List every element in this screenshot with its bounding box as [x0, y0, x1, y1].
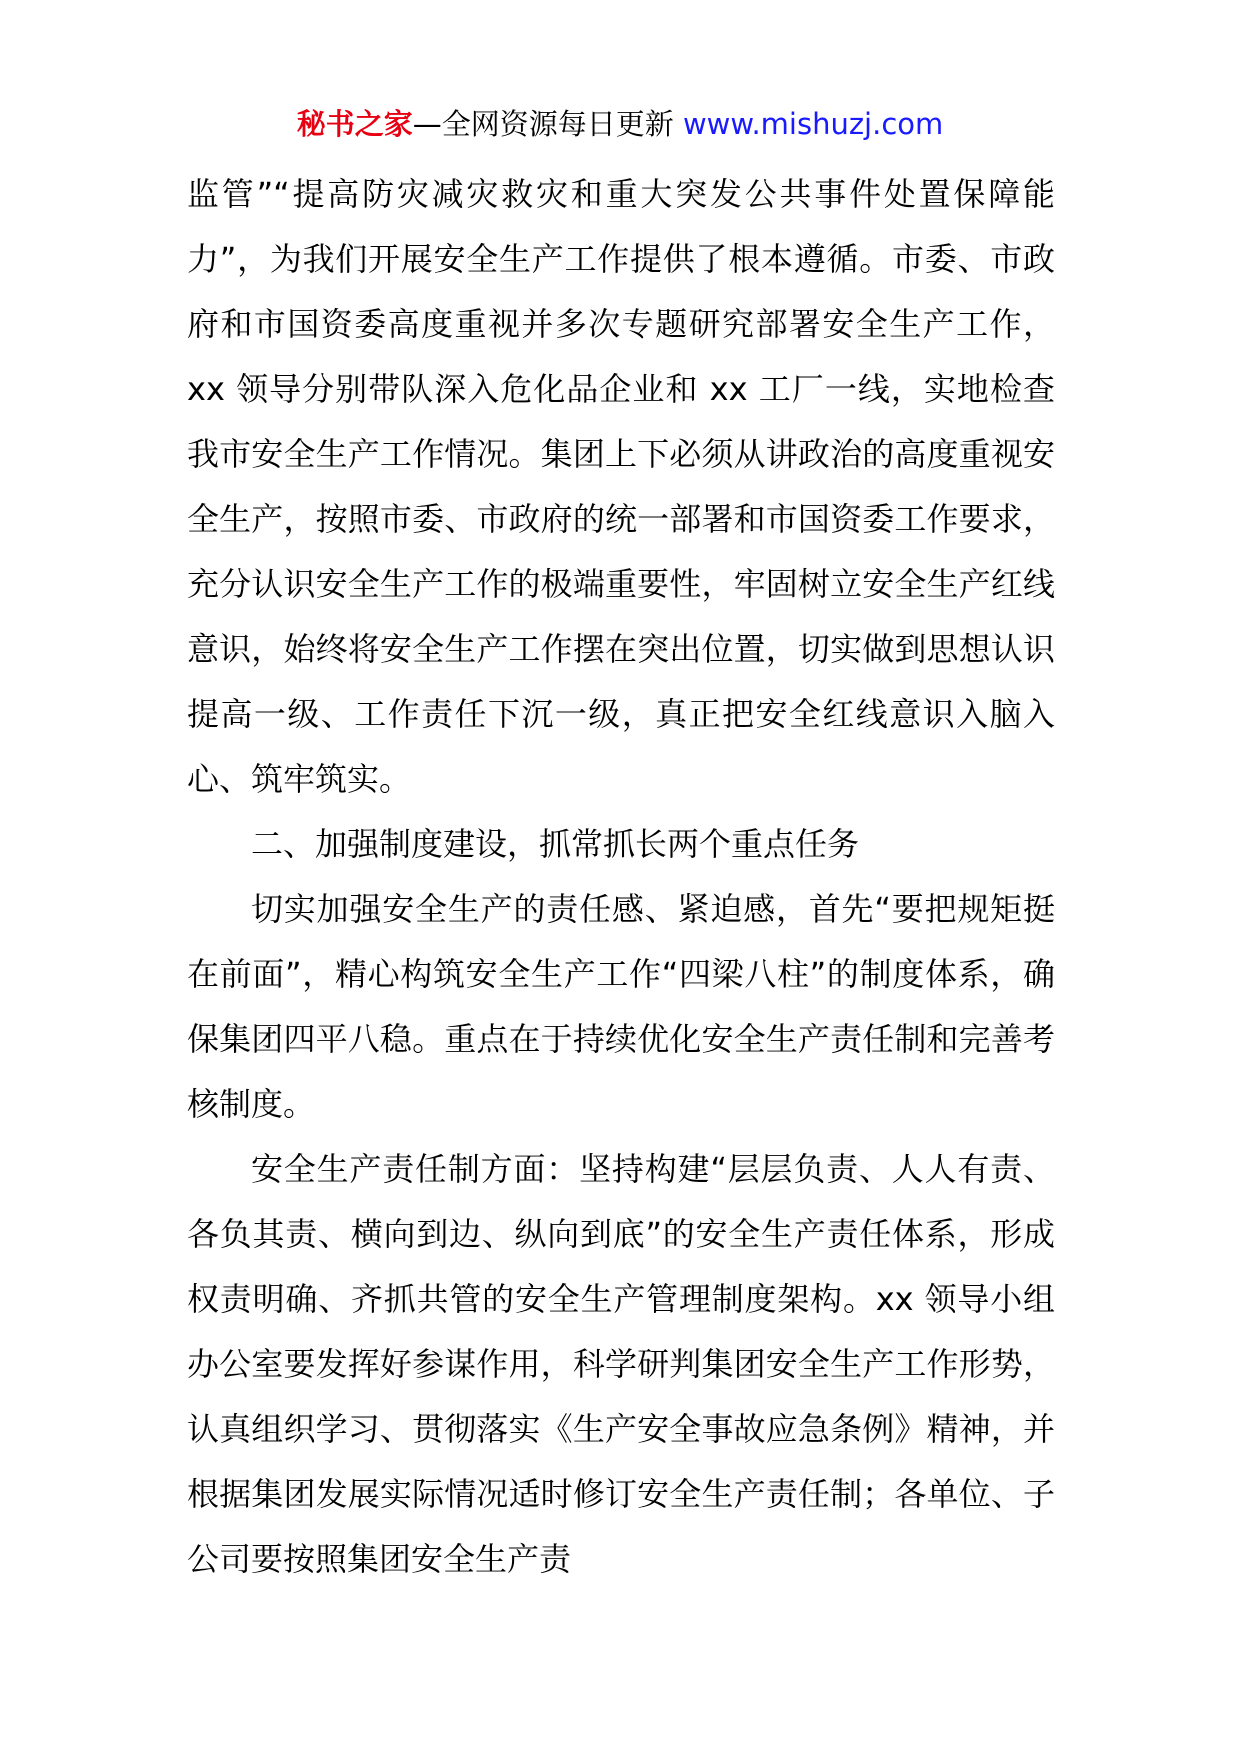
section-heading: 二、加强制度建设，抓常抓长两个重点任务 — [251, 825, 860, 863]
header-tagline: —全网资源每日更新 — [412, 107, 683, 141]
header-brand: 秘书之家 — [296, 107, 413, 141]
paragraph-continuation: 监管”“提高防灾减灾救灾和重大突发公共事件处置保障能力”，为我们开展安全生产工作提供了根本遵循。市委、市政府和市国资委高度重视并多次专题研究部署安全生产工作，xx 领导分别带队深入危化品企业和 xx 工厂一线，实地检查我市安全生产工作情况。集团上下必须从讲政治的高度重视安全生产，按照市委、市政府的统一部署和市国资委工作要求，充分认识安全生产工作的极端重要性，牢固树立安全生产红线意识，始终将安全生产工作摆在突出位置，切实做到思想认识提高一级、工作责任下沉一级，真正把安全红线意识入脑入心、筑牢筑实。 — [187, 175, 1055, 798]
paragraph: 切实加强安全生产的责任感、紧迫感，首先“要把规矩挺在前面”，精心构筑安全生产工作“四梁八柱”的制度体系，确保集团四平八稳。重点在于持续优化安全生产责任制和完善考核制度。 — [187, 890, 1055, 1123]
header-site-link[interactable]: www.mishuzj.com — [682, 107, 944, 141]
document-body — [187, 162, 1055, 1592]
page-header — [0, 100, 1240, 148]
paragraph: 安全生产责任制方面：坚持构建“层层负责、人人有责、各负其责、横向到边、纵向到底”的安全生产责任体系，形成权责明确、齐抓共管的安全生产管理制度架构。xx 领导小组办公室要发挥好参谋作用，科学研判集团安全生产工作形势，认真组织学习、贯彻落实《生产安全事故应急条例》精神，并根据集团发展实际情况适时修订安全生产责任制；各单位、子公司要按照集团安全生产责 — [187, 1150, 1055, 1578]
